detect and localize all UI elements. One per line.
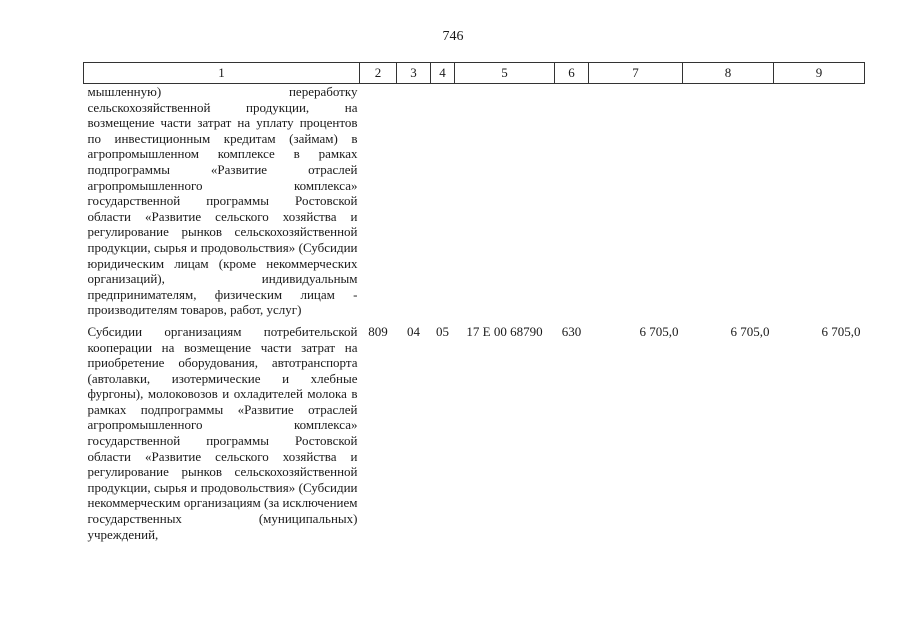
row-sum-col9 (774, 84, 865, 318)
row-sum-col9: 6 705,0 (821, 323, 861, 339)
column-header-5: 5 (455, 63, 555, 84)
column-header-1: 1 (84, 63, 360, 84)
column-header-3: 3 (397, 63, 431, 84)
row-target-article (455, 84, 555, 318)
page-number: 746 (442, 29, 464, 44)
budget-table (83, 62, 865, 542)
row-subsection-code: 05 (436, 323, 449, 339)
row-subsection-code (431, 84, 455, 318)
row-ministry-code (360, 84, 397, 318)
column-header-7: 7 (589, 63, 683, 84)
row-sum-col7 (589, 84, 683, 318)
column-header-9: 9 (774, 63, 865, 84)
row-description: Субсидии организациям потребительской кооперации на возмещение части затрат на приобретение оборудования, автотранспорта (автолавки, изотермические и хлебные фургоны), молоковозов и охладителей молока в рамках подпрограммы «Развитие отраслей агропромышленного комплекса» государственной программы Ростовской области «Развитие сельского хозяйства и регулирование рынков сельскохозяйственной продукции, сырья и продовольствия» (Субсидии некоммерческим организациям (за исключением государственных (муниципальных) учреждений, (87, 323, 358, 542)
table-header (84, 63, 865, 84)
row-expense-type: 630 (561, 323, 582, 339)
row-section-code (397, 84, 431, 318)
header-row (84, 63, 865, 84)
row-target-article: 17 Е 00 68790 (466, 323, 543, 339)
row-ministry-code: 809 (368, 323, 388, 339)
row-section-code: 04 (407, 323, 420, 339)
row-sum-col7: 6 705,0 (639, 323, 679, 339)
column-header-2: 2 (360, 63, 397, 84)
row-description: мышленную) переработку сельскохозяйственной продукции, на возмещение части затрат на уплату процентов по инвестиционным кредитам (займам) в агропромышленном комплексе в рамках подпрограммы «Развитие отраслей агропромышленного комплекса» государственной программы Ростовской области «Развитие сельского хозяйства и регулирование рынков сельскохозяйственной продукции, сырья и продовольствия» (Субсидии юридическим лицам (кроме некоммерческих организаций), индивидуальным предпринимателям, физическим лицам - производителям товаров, работ, услуг) (87, 84, 358, 318)
row-expense-type (555, 84, 589, 318)
column-header-4: 4 (431, 63, 455, 84)
table-body (84, 84, 865, 543)
row-sum-col8: 6 705,0 (730, 323, 770, 339)
table-row (84, 318, 865, 542)
row-sum-col8 (683, 84, 774, 318)
column-header-6: 6 (555, 63, 589, 84)
column-header-8: 8 (683, 63, 774, 84)
table-row (84, 84, 865, 318)
